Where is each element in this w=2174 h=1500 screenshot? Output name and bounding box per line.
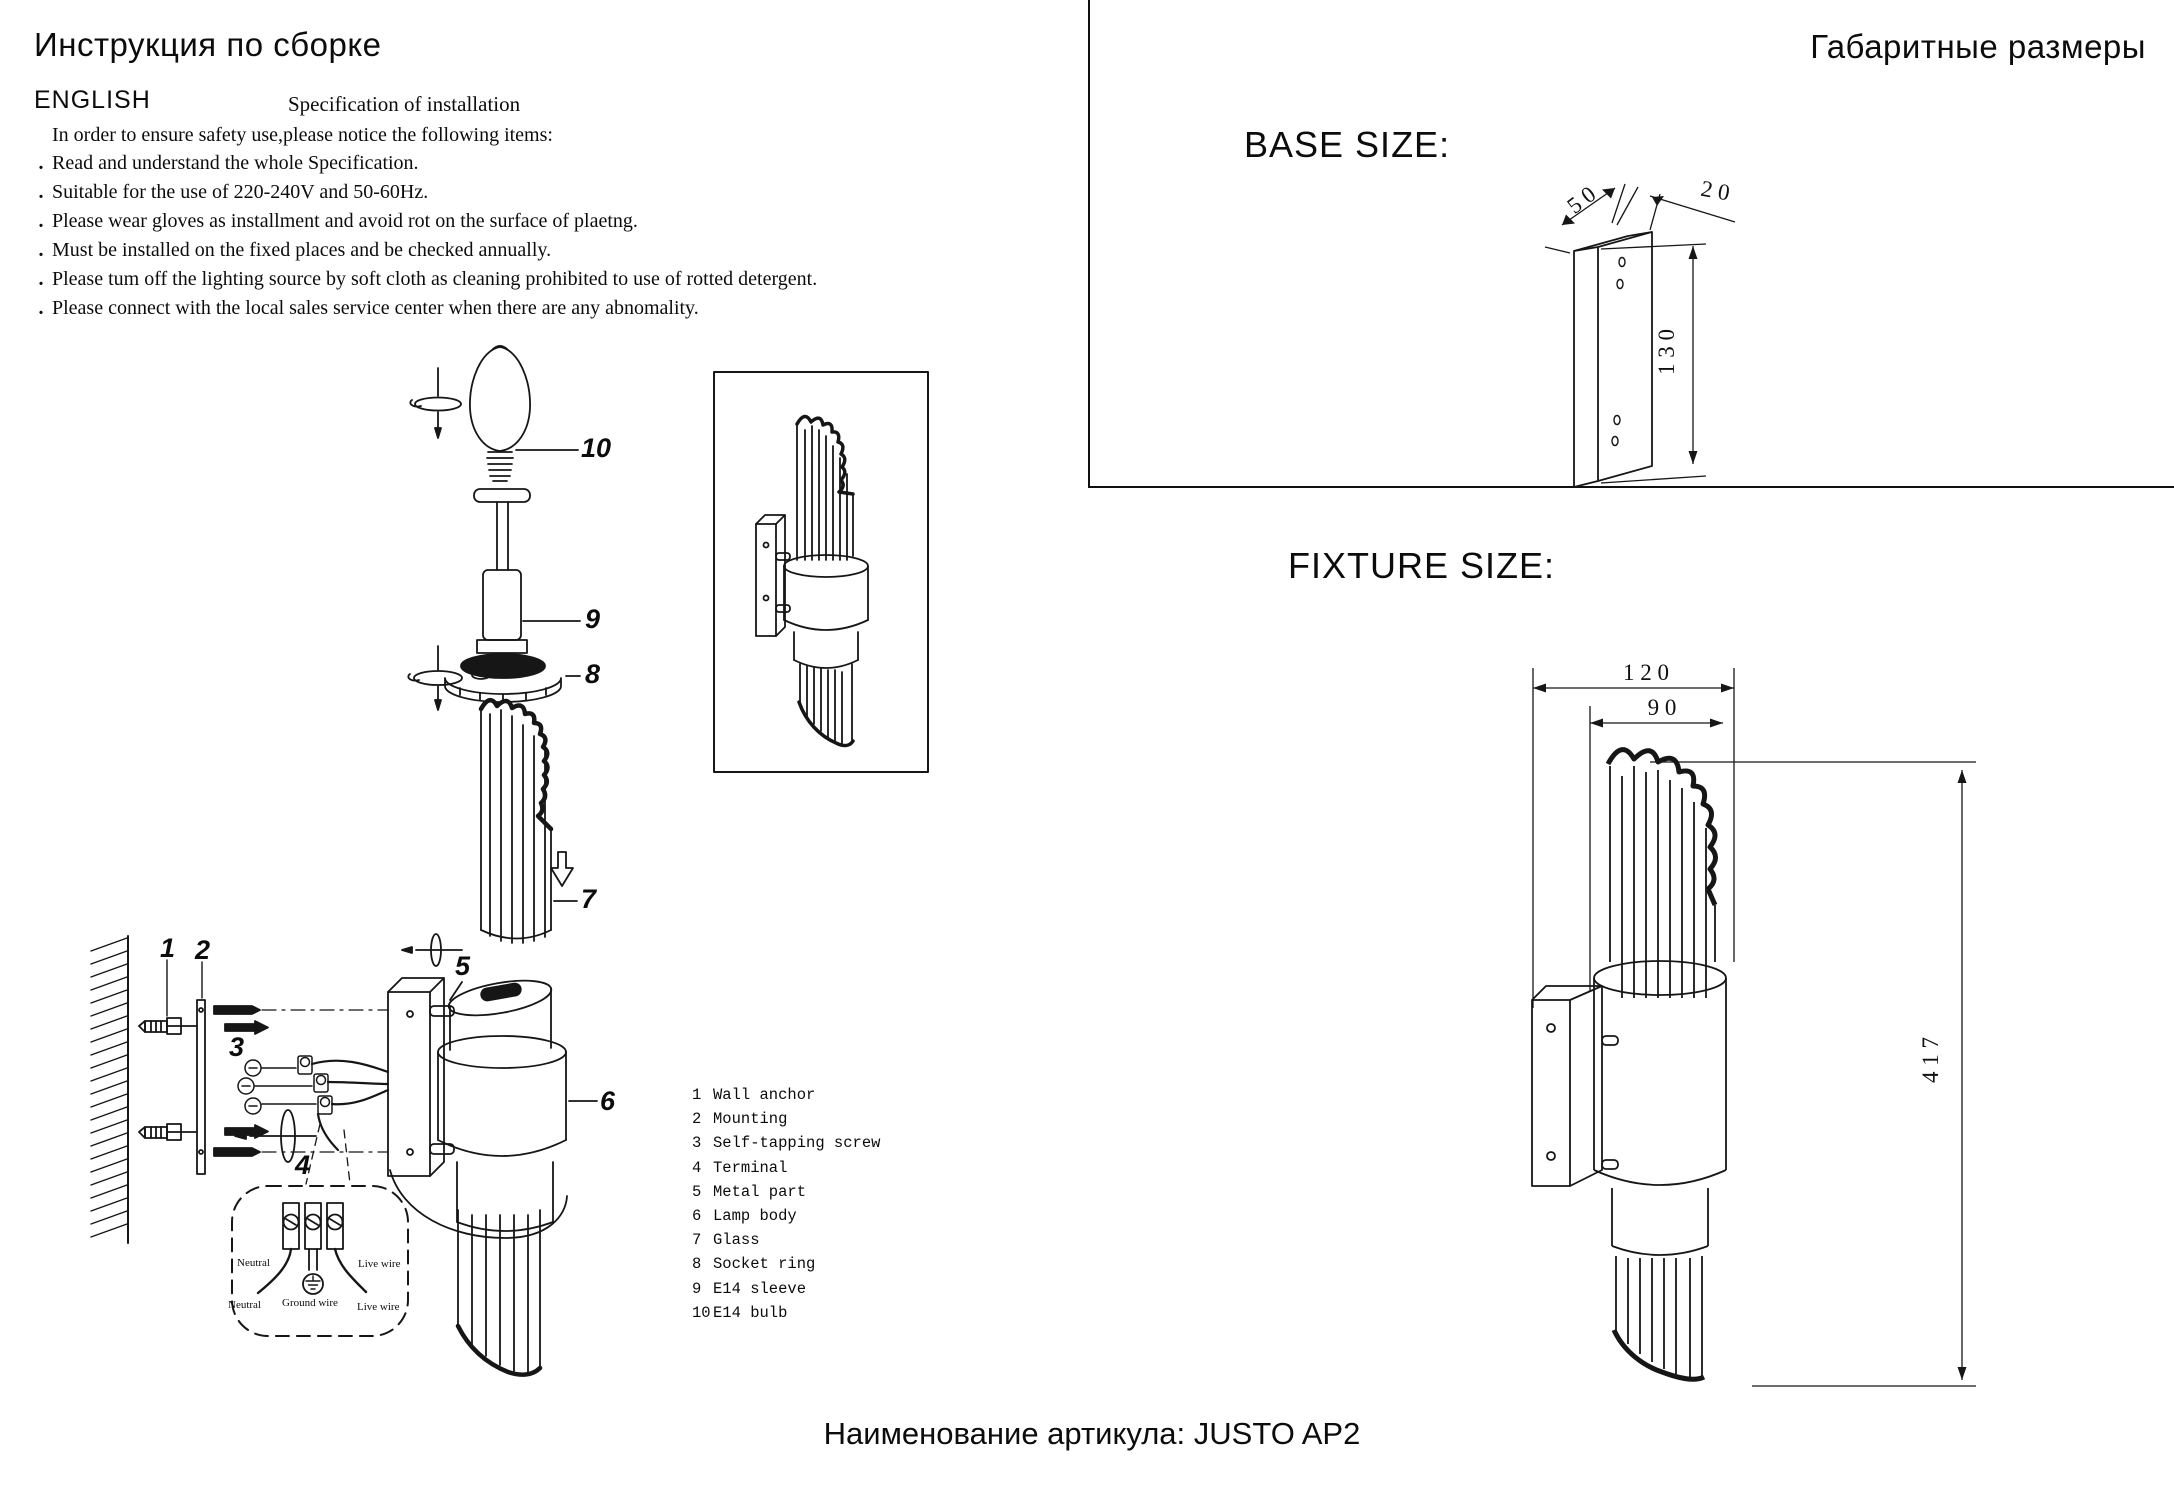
- fixture-outer-width-dim: 1 2 0: [1623, 660, 1669, 685]
- fixture-size-heading: FIXTURE SIZE:: [1288, 545, 1556, 586]
- notice-item: [30, 181, 817, 210]
- bullet-icon: .: [38, 297, 44, 319]
- parts-list-item: 9 E14 sleeve: [692, 1279, 807, 1298]
- part-callout-7: 7: [581, 884, 597, 914]
- bracket-art: [388, 978, 454, 1176]
- part-callout-8: 8: [585, 659, 601, 689]
- wire-label-live-top: Live wire: [358, 1258, 401, 1270]
- bullet-icon: .: [38, 152, 44, 174]
- parts-list-item: 6 Lamp body: [692, 1207, 797, 1226]
- notice-text: Please connect with the local sales service center when there are any abnomality.: [52, 297, 699, 319]
- screw-icon: [402, 934, 462, 966]
- part-callout-10: 10: [581, 433, 612, 463]
- parts-list-item: 8 Socket ring: [692, 1255, 816, 1274]
- assembly-title-ru: Инструкция по сборке: [34, 26, 382, 63]
- parts-list-item: 10 E14 bulb: [692, 1303, 788, 1322]
- notice-item: [30, 297, 817, 326]
- sleeve-art: [474, 489, 530, 653]
- parts-list-item: 2 Mounting: [692, 1110, 788, 1129]
- wall-anchor-art: [139, 1124, 197, 1140]
- insert-arrow-icon: [551, 852, 573, 886]
- language-label: ENGLISH: [34, 86, 151, 114]
- base-width-dim: 2 0: [1698, 175, 1732, 206]
- part-callout-5: 5: [455, 951, 471, 981]
- parts-list-item: 5 Metal part: [692, 1182, 807, 1201]
- part-callout-2: 2: [195, 935, 211, 965]
- part-callout-6: 6: [600, 1086, 616, 1116]
- part-callout-9: 9: [585, 604, 601, 634]
- part-callout-3: 3: [229, 1032, 245, 1062]
- bullet-icon: .: [38, 268, 44, 290]
- safety-intro: In order to ensure safety use,please notice the following items:: [52, 124, 553, 146]
- terminals-art: [238, 1056, 388, 1184]
- spec-title: Specification of installation: [288, 92, 521, 116]
- parts-list: [692, 1083, 880, 1325]
- notice-item: [30, 268, 817, 297]
- wire-label-ground: Ground wire: [282, 1297, 338, 1309]
- bullet-icon: .: [38, 181, 44, 203]
- notice-text: Please wear gloves as installment and avoid rot on the surface of plaetng.: [52, 210, 638, 232]
- fixture-height-dim: 4 1 7: [1918, 1037, 1943, 1083]
- assembled-fixture-thumbnail: [714, 372, 928, 772]
- bullet-icon: .: [38, 210, 44, 232]
- wall-art: [91, 936, 128, 1243]
- fixture-size-drawing: [1515, 645, 1990, 1405]
- parts-list-item: 3 Self-tapping screw: [692, 1134, 881, 1153]
- wire-label-neutral-bottom: Neutral: [228, 1299, 261, 1311]
- vertical-divider: [1088, 0, 1090, 487]
- notice-item: [30, 210, 817, 239]
- lamp-body-art: [390, 1036, 567, 1238]
- base-height-dim: 1 3 0: [1654, 329, 1679, 375]
- wire-label-neutral-top: Neutral: [237, 1257, 270, 1269]
- fixture-dimension-lines: [1533, 668, 1976, 1386]
- wall-anchor-art: [139, 1018, 197, 1034]
- notice-item: [30, 152, 817, 181]
- dimensions-title-ru: Габаритные размеры: [1810, 28, 2146, 65]
- notice-text: Suitable for the use of 220-240V and 50-60Hz.: [52, 181, 429, 203]
- base-front-face: [1574, 247, 1598, 487]
- bulb-art: [470, 346, 530, 481]
- part-callout-1: 1: [160, 933, 176, 963]
- bullet-icon: .: [38, 239, 44, 261]
- part-callout-4: 4: [295, 1150, 311, 1180]
- base-side-face: [1598, 232, 1652, 481]
- notice-text: Please tum off the lighting source by soft cloth as cleaning prohibited to use of rotted detergent.: [52, 268, 818, 290]
- notice-text: Must be installed on the fixed places and be checked annually.: [52, 239, 552, 261]
- wire-label-live-bottom: Live wire: [357, 1301, 400, 1313]
- base-size-drawing: [1430, 155, 1770, 515]
- base-depth-dim: 5 0: [1562, 181, 1601, 219]
- fixture-inner-width-dim: 9 0: [1647, 695, 1677, 720]
- notice-item: [30, 239, 817, 268]
- article-name: Наименование артикула: JUSTO AP2: [823, 1416, 1361, 1451]
- screw-icon: [410, 368, 461, 438]
- parts-list-item: 4 Terminal: [692, 1158, 788, 1177]
- parts-list-item: 7 Glass: [692, 1231, 760, 1250]
- safety-notices: [30, 152, 817, 326]
- mounting-plate-art: [197, 1000, 205, 1174]
- fixture-art: [1532, 750, 1726, 1380]
- glass-art: [481, 700, 551, 943]
- parts-list-item: 1 Wall anchor: [692, 1086, 816, 1104]
- base-size-heading: BASE SIZE:: [1244, 124, 1451, 165]
- notice-text: Read and understand the whole Specification.: [52, 152, 419, 174]
